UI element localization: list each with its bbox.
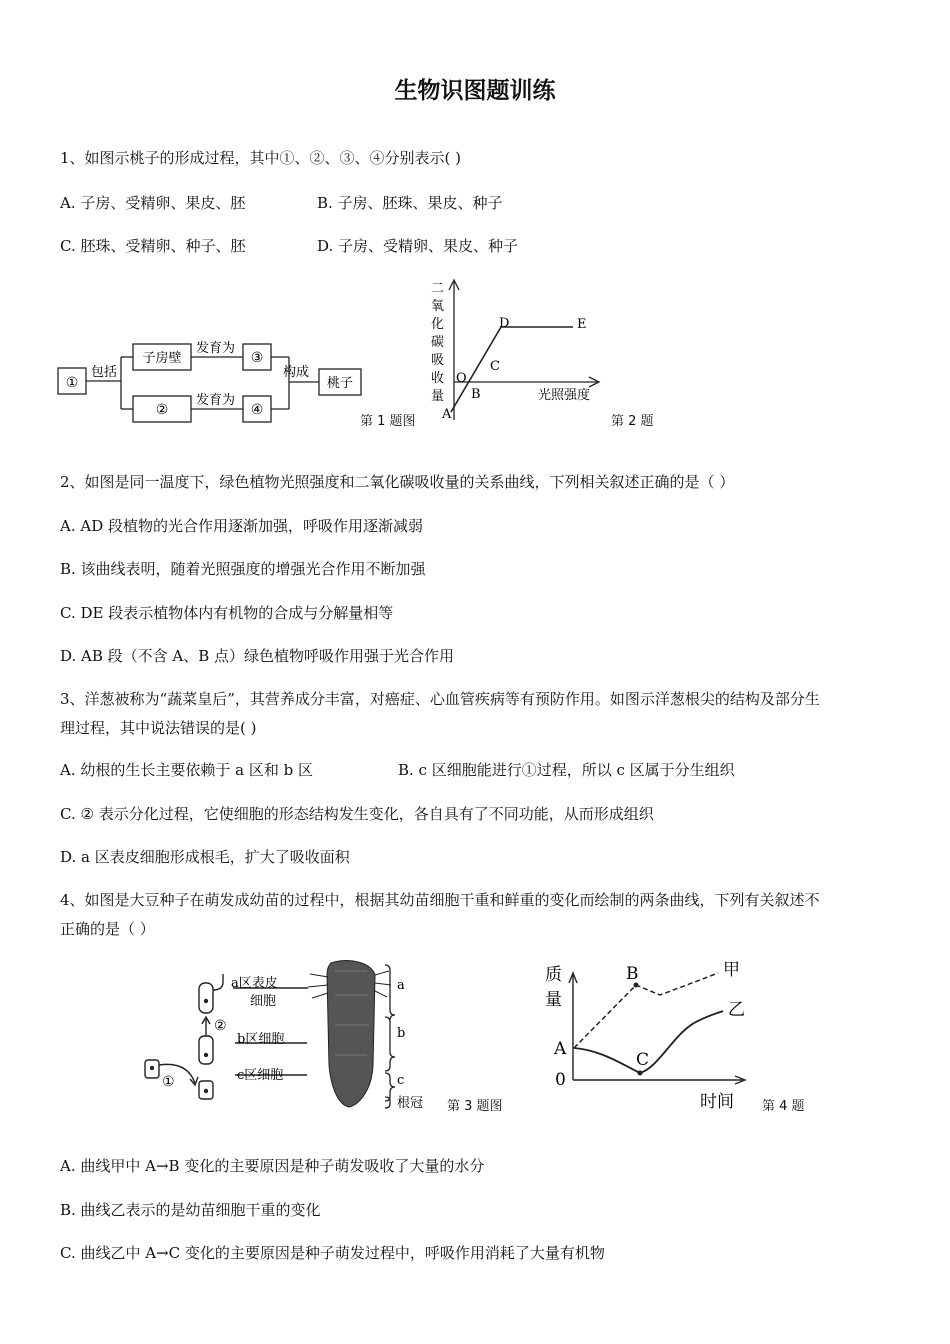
fig3-cell-a <box>199 983 213 1013</box>
fig1-label-4: ④ <box>250 402 264 418</box>
figure-4-caption: 第 4 题 <box>762 1099 805 1114</box>
figure-2-caption: 第 2 题 <box>611 414 654 429</box>
fig3-label-process-2: ② <box>214 1018 227 1034</box>
question-3-option-a: A. 幼根的生长主要依赖于 a 区和 b 区 <box>60 761 313 779</box>
fig3-zone-a: a <box>397 978 405 993</box>
fig4-origin: 0 <box>555 1070 566 1090</box>
fig2-point-b: B <box>471 387 481 402</box>
fig3-label-a-cell-2: 细胞 <box>250 994 277 1009</box>
question-3-stem-line-2: 理过程，其中说法错误的是( ) <box>60 719 257 737</box>
fig2-ylabel-char: 化 <box>431 317 445 332</box>
fig2-ylabel-char: 碳 <box>431 335 445 350</box>
question-2-option-d: D. AB 段（不含 A、B 点）绿色植物呼吸作用强于光合作用 <box>60 647 455 665</box>
question-4-option-b: B. 曲线乙表示的是幼苗细胞干重的变化 <box>60 1201 321 1219</box>
fig2-ylabel-char: 收 <box>431 371 445 386</box>
question-3-option-b: B. c 区细胞能进行①过程，所以 c 区属于分生组织 <box>398 761 735 779</box>
fig2-ylabel-char: 量 <box>431 389 445 404</box>
fig3-zone-c: c <box>397 1073 405 1088</box>
question-1-option-d: D. 子房、受精卵、果皮、种子 <box>317 237 519 255</box>
fig1-label-ovary-wall: 子房壁 <box>142 351 182 366</box>
fig2-ylabel-char: 氧 <box>431 299 445 314</box>
question-2-option-b: B. 该曲线表明，随着光照强度的增强光合作用不断加强 <box>60 560 426 578</box>
question-3-stem-line-1: 3、洋葱被称为“蔬菜皇后”，其营养成分丰富，对癌症、心血管疾病等有预防作用。如图示洋葱根尖的结构及部分生 <box>60 690 820 708</box>
fig2-xlabel: 光照强度 <box>538 388 591 403</box>
question-4-option-c: C. 曲线乙中 A→C 变化的主要原因是种子萌发过程中，呼吸作用消耗了大量有机物 <box>60 1244 605 1262</box>
fig3-root-body <box>327 961 375 1107</box>
question-3-option-d: D. a 区表皮细胞形成根毛，扩大了吸收面积 <box>60 848 350 866</box>
question-1-option-c: C. 胚珠、受精卵、种子、胚 <box>60 237 246 255</box>
fig4-label-jia: 甲 <box>723 960 740 980</box>
fig2-point-e: E <box>577 317 587 332</box>
question-4-stem-line-1: 4、如图是大豆种子在萌发成幼苗的过程中，根据其幼苗细胞干重和鲜重的变化而绘制的两条曲线，下列有关叙述不 <box>60 891 820 909</box>
fig4-ylabel-char: 质 <box>545 965 562 985</box>
fig3-label-b-cell: b区细胞 <box>237 1032 285 1047</box>
fig4-point-a: A <box>554 1039 567 1059</box>
question-1-stem: 1、如图示桃子的形成过程，其中①、②、③、④分别表示( ) <box>60 149 462 167</box>
page-title: 生物识图题训练 <box>394 78 556 104</box>
fig1-label-develop-1: 发育为 <box>196 341 236 356</box>
question-4-stem-line-2: 正确的是（ ） <box>60 920 155 938</box>
figure-3-root-tip <box>135 955 445 1115</box>
fig4-point-c: C <box>636 1050 650 1070</box>
fig2-ylabel-char: 二 <box>431 281 445 296</box>
fig4-label-yi: 乙 <box>728 1000 745 1020</box>
question-4-option-a: A. 曲线甲中 A→B 变化的主要原因是种子萌发吸收了大量的水分 <box>60 1157 485 1175</box>
figure-4-mass-curve <box>540 955 755 1115</box>
fig1-label-3: ③ <box>250 350 264 366</box>
question-3-option-c: C. ② 表示分化过程，它使细胞的形态结构发生变化，各自具有了不同功能，从而形成组织 <box>60 805 654 823</box>
fig4-curve-jia <box>574 973 718 1048</box>
fig3-label-process-1: ① <box>162 1074 175 1090</box>
fig2-ylabel-char: 吸 <box>431 353 445 368</box>
figure-2-co2-curve <box>425 272 615 424</box>
fig3-cell-b <box>199 1036 213 1064</box>
question-1-option-b: B. 子房、胚珠、果皮、种子 <box>317 194 503 212</box>
fig3-label-a-cell: a区表皮 <box>231 976 278 991</box>
fig1-label-form: 构成 <box>283 365 310 380</box>
fig2-point-c: C <box>490 359 500 374</box>
fig3-root-hair <box>213 974 223 990</box>
fig1-label-1: ① <box>65 375 79 391</box>
fig1-label-develop-2: 发育为 <box>196 393 236 408</box>
question-2-option-a: A. AD 段植物的光合作用逐渐加强，呼吸作用逐渐减弱 <box>60 517 423 535</box>
fig4-point-b: B <box>626 964 639 984</box>
fig2-point-a: A <box>442 407 452 422</box>
fig2-point-o: O <box>456 371 467 386</box>
fig4-ylabel-char: 量 <box>545 990 562 1010</box>
fig4-xlabel: 时间 <box>700 1092 734 1112</box>
question-1-option-a: A. 子房、受精卵、果皮、胚 <box>60 194 246 212</box>
fig2-point-d: D <box>499 316 510 331</box>
figure-3-caption: 第 3 题图 <box>447 1099 503 1114</box>
fig3-label-c-cell: c区细胞 <box>237 1068 284 1083</box>
question-2-option-c: C. DE 段表示植物体内有机物的合成与分解量相等 <box>60 604 394 622</box>
fig1-label-2: ② <box>155 402 169 418</box>
fig1-label-include: 包括 <box>91 365 118 380</box>
fig3-root-cap: 根冠 <box>397 1096 424 1111</box>
figure-1-caption: 第 1 题图 <box>360 414 416 429</box>
fig1-label-peach: 桃子 <box>326 376 354 391</box>
fig3-zone-b: b <box>397 1026 406 1041</box>
question-2-stem: 2、如图是同一温度下，绿色植物光照强度和二氧化碳吸收量的关系曲线，下列相关叙述正确的是（ ） <box>60 473 735 491</box>
